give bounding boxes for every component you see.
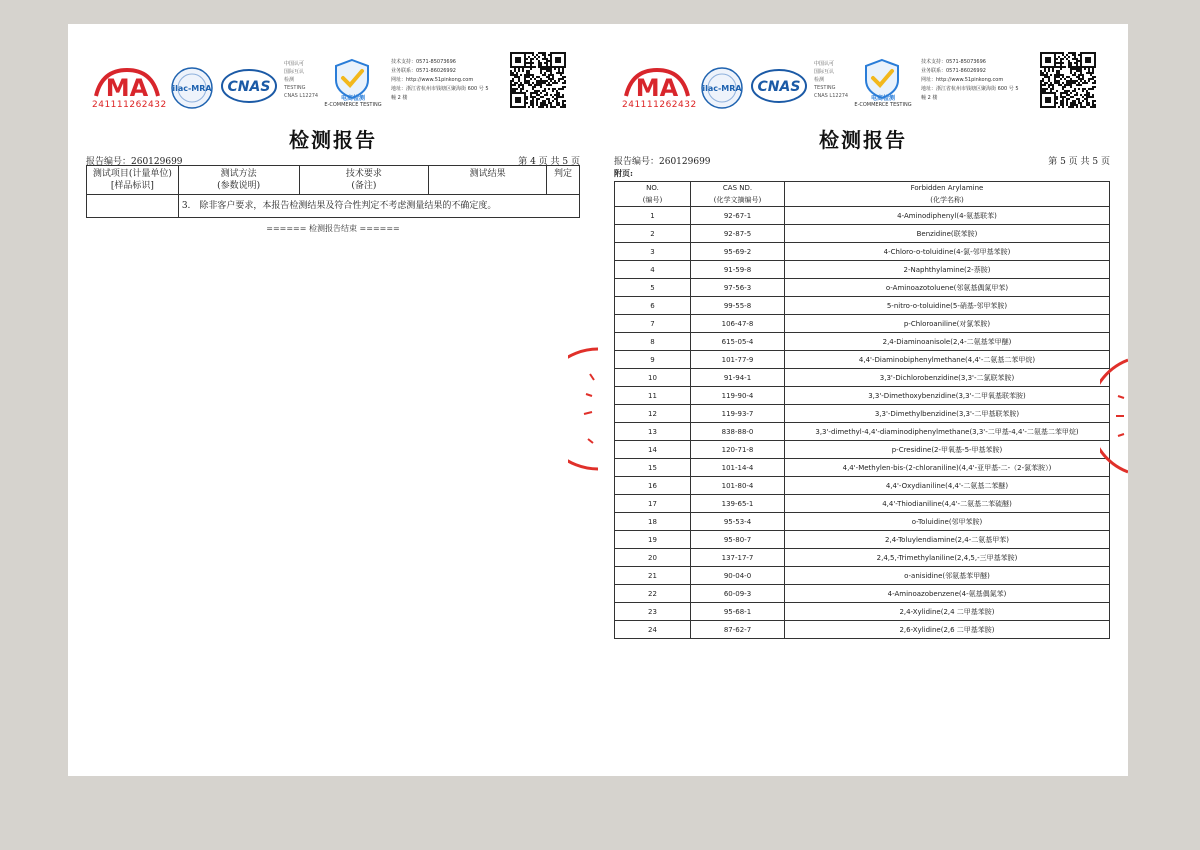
document-sheet (68, 24, 1128, 776)
cnas-line: 检测 (284, 77, 295, 83)
page-number: 第 4 页 共 5 页 (518, 157, 580, 167)
cell-name: 2,4-Toluylendiamine(2,4-二氨基甲苯) (785, 531, 1110, 549)
cell-name: 2,4,5,-Trimethylaniline(2,4,5,-三甲基苯胺) (785, 549, 1110, 567)
ma-code: 241111262432 (622, 100, 697, 110)
cell-no: 19 (615, 531, 691, 549)
cell-name: p-Chloroaniline(对氯苯胺) (785, 315, 1110, 333)
cnas-line: CNAS L12274 (284, 93, 319, 99)
ecommerce-testing-caption (318, 96, 388, 108)
report-page-4 (68, 24, 598, 776)
svg-text:ilac-MRA: ilac-MRA (702, 84, 742, 93)
table-row (615, 405, 1110, 423)
cell-cas: 60-09-3 (691, 585, 785, 603)
contact-line: 技术支持：0571-85073696 (391, 59, 456, 65)
cell-no: 3 (615, 243, 691, 261)
cell-cas: 101-77-9 (691, 351, 785, 369)
cell-no: 7 (615, 315, 691, 333)
cell-name: 3,3'-Dimethoxybenzidine(3,3'-二甲氧基联苯胺) (785, 387, 1110, 405)
appendix-label: 附页: (614, 168, 633, 178)
header-no: NO. (编号) (615, 182, 691, 207)
cell-name: 2,6-Xylidine(2,6 二甲基苯胺) (785, 621, 1110, 639)
cell-name: p-Cresidine(2-甲氧基-5-甲基苯胺) (785, 441, 1110, 459)
cell-name: 4,4'-Methylen-bis-(2-chloraniline)(4,4'-亚甲基-二-（2-氯苯胺）) (785, 459, 1110, 477)
report-page-5 (598, 24, 1128, 776)
table-row (615, 333, 1110, 351)
cell-no: 20 (615, 549, 691, 567)
cell-name: o-Toluidine(邻甲苯胺) (785, 513, 1110, 531)
official-seal-stamp-icon (1100, 356, 1128, 476)
cell-cas: 95-69-2 (691, 243, 785, 261)
cell-cas: 119-90-4 (691, 387, 785, 405)
svg-text:CNAS: CNAS (227, 79, 271, 95)
table-row (615, 387, 1110, 405)
cell-no: 10 (615, 369, 691, 387)
table-row (615, 603, 1110, 621)
cell-no: 9 (615, 351, 691, 369)
table-row (615, 513, 1110, 531)
contact-info (391, 58, 506, 103)
cnas-accreditation-text (814, 60, 866, 100)
cell-no: 12 (615, 405, 691, 423)
cell-name: 3,3'-Dimethylbenzidine(3,3'-二甲基联苯胺) (785, 405, 1110, 423)
cell-cas: 101-14-4 (691, 459, 785, 477)
report-end-marker: ====== 检测报告结束 ====== (266, 224, 400, 233)
table-row (615, 369, 1110, 387)
svg-text:MA: MA (105, 74, 149, 102)
ma-code: 241111262432 (92, 100, 167, 110)
contact-line: 网址：http://www.51pinkong.com (391, 77, 474, 83)
table-row (615, 495, 1110, 513)
cell-no: 23 (615, 603, 691, 621)
cell-name: 2,4-Diaminoanisole(2,4-二氨基苯甲醚) (785, 333, 1110, 351)
cell-cas: 95-68-1 (691, 603, 785, 621)
svg-text:ilac-MRA: ilac-MRA (172, 84, 212, 93)
table-row (615, 549, 1110, 567)
table-row (615, 423, 1110, 441)
svg-text:CNAS: CNAS (757, 79, 801, 95)
table-row (615, 621, 1110, 639)
cell-no: 16 (615, 477, 691, 495)
cnas-line: 国际互认 (814, 69, 835, 75)
table-row (615, 531, 1110, 549)
cnas-accreditation-text (284, 60, 336, 100)
table-header-row (615, 182, 1110, 207)
cell-name: o-Aminoazotoluene(邻氨基偶氮甲苯) (785, 279, 1110, 297)
test-results-table (86, 165, 580, 218)
table-header-row (87, 166, 580, 195)
cell-cas: 99-55-8 (691, 297, 785, 315)
cell-cas: 120-71-8 (691, 441, 785, 459)
ecommerce-testing-caption (848, 96, 918, 108)
cell-cas: 90-04-0 (691, 567, 785, 585)
official-seal-stamp-icon (568, 344, 598, 474)
shield-caption-cn: 电商检测 (870, 95, 895, 102)
report-number: 报告编号：260129699 (86, 157, 183, 167)
empty-cell (87, 195, 179, 218)
cell-cas: 87-62-7 (691, 621, 785, 639)
header-requirement: 技术要求 (备注) (299, 166, 429, 195)
table-row (615, 297, 1110, 315)
table-row (615, 477, 1110, 495)
contact-line: 幢 2 楼 (391, 95, 408, 101)
cnas-logo-icon (220, 68, 278, 104)
cnas-line: CNAS L12274 (814, 93, 849, 99)
table-row (615, 243, 1110, 261)
cell-name: 4,4'-Oxydianiline(4,4'-二氨基二苯醚) (785, 477, 1110, 495)
header-judgement: 判定 (547, 166, 580, 195)
cell-no: 4 (615, 261, 691, 279)
ilac-mra-logo-icon (170, 66, 214, 110)
cell-cas: 119-93-7 (691, 405, 785, 423)
cell-no: 15 (615, 459, 691, 477)
cell-no: 21 (615, 567, 691, 585)
contact-line: 网址：http://www.51pinkong.com (921, 77, 1004, 83)
cell-cas: 106-47-8 (691, 315, 785, 333)
uncertainty-note: 3. 除非客户要求，本报告检测结果及符合性判定不考虑测量结果的不确定度。 (178, 195, 579, 218)
cell-name: 4-Chloro-o-toluidine(4-氯-邻甲基苯胺) (785, 243, 1110, 261)
cell-name: 4,4'-Diaminobiphenylmethane(4,4'-二氨基二苯甲烷) (785, 351, 1110, 369)
cell-name: Benzidine(联苯胺) (785, 225, 1110, 243)
cnas-line: 中国认可 (814, 61, 835, 67)
table-row (615, 567, 1110, 585)
cell-name: 2,4-Xylidine(2,4 二甲基苯胺) (785, 603, 1110, 621)
table-row (615, 351, 1110, 369)
cell-name: 4-Aminoazobenzene(4-氨基偶氮苯) (785, 585, 1110, 603)
cell-cas: 137-17-7 (691, 549, 785, 567)
cell-no: 6 (615, 297, 691, 315)
cell-cas: 91-59-8 (691, 261, 785, 279)
contact-info (921, 58, 1036, 103)
contact-line: 业务联系：0571-86026992 (391, 68, 456, 74)
cell-cas: 97-56-3 (691, 279, 785, 297)
cell-name: 4-Aminodiphenyl(4-氨基联苯) (785, 207, 1110, 225)
cnas-logo-icon (750, 68, 808, 104)
contact-line: 地址：浙江省杭州市钱塘区聚海街 600 号 5 (921, 86, 1019, 92)
cell-no: 24 (615, 621, 691, 639)
table-row (615, 315, 1110, 333)
qr-code-icon (510, 52, 566, 108)
cell-cas: 92-67-1 (691, 207, 785, 225)
cell-cas: 95-53-4 (691, 513, 785, 531)
cell-name: 5-nitro-o-toluidine(5-硝基-邻甲苯胺) (785, 297, 1110, 315)
header-result: 测试结果 (429, 166, 547, 195)
contact-line: 幢 2 楼 (921, 95, 938, 101)
cell-no: 13 (615, 423, 691, 441)
header-test-method: 测试方法 (参数说明) (178, 166, 299, 195)
cell-name: 3,3'-dimethyl-4,4'-diaminodiphenylmethane(3,3'-二甲基-4,4'-二氨基二苯甲烷) (785, 423, 1110, 441)
qr-code-icon (1040, 52, 1096, 108)
cell-name: o-anisidine(邻氨基苯甲醚) (785, 567, 1110, 585)
shield-caption-en: E-COMMERCE TESTING (854, 102, 912, 108)
shield-caption-en: E-COMMERCE TESTING (324, 102, 382, 108)
cnas-line: TESTING (814, 85, 836, 91)
ilac-mra-logo-icon (700, 66, 744, 110)
shield-caption-cn: 电商检测 (340, 95, 365, 102)
cell-cas: 91-94-1 (691, 369, 785, 387)
cell-cas: 139-65-1 (691, 495, 785, 513)
cell-cas: 95-80-7 (691, 531, 785, 549)
cnas-line: TESTING (284, 85, 306, 91)
cell-cas: 101-80-4 (691, 477, 785, 495)
report-number: 报告编号：260129699 (614, 157, 711, 167)
cell-no: 17 (615, 495, 691, 513)
forbidden-arylamine-table (614, 181, 1110, 639)
contact-line: 技术支持：0571-85073696 (921, 59, 986, 65)
cnas-line: 检测 (814, 77, 825, 83)
cell-cas: 838-88-0 (691, 423, 785, 441)
header-test-item: 测试项目(计量单位) [样品标识] (87, 166, 179, 195)
cell-cas: 92-87-5 (691, 225, 785, 243)
report-meta (614, 154, 1110, 166)
table-row (87, 195, 580, 218)
svg-text:MA: MA (635, 74, 679, 102)
cnas-line: 国际互认 (284, 69, 305, 75)
cell-no: 18 (615, 513, 691, 531)
cell-no: 14 (615, 441, 691, 459)
contact-line: 地址：浙江省杭州市钱塘区聚海街 600 号 5 (391, 86, 489, 92)
table-row (615, 207, 1110, 225)
cell-name: 4,4'-Thiodianiline(4,4'-二氨基二苯硫醚) (785, 495, 1110, 513)
table-row (615, 261, 1110, 279)
cell-no: 1 (615, 207, 691, 225)
cnas-line: 中国认可 (284, 61, 305, 67)
contact-line: 业务联系：0571-86026992 (921, 68, 986, 74)
cell-name: 2-Naphthylamine(2-萘胺) (785, 261, 1110, 279)
cell-no: 5 (615, 279, 691, 297)
cell-cas: 615-05-4 (691, 333, 785, 351)
table-row (615, 441, 1110, 459)
table-row (615, 459, 1110, 477)
table-row (615, 585, 1110, 603)
cell-no: 2 (615, 225, 691, 243)
cell-no: 11 (615, 387, 691, 405)
cell-no: 8 (615, 333, 691, 351)
cell-no: 22 (615, 585, 691, 603)
report-title: 检测报告 (289, 128, 377, 152)
report-title: 检测报告 (819, 128, 907, 152)
header-chemical-name: Forbidden Arylamine (化学名称) (785, 182, 1110, 207)
table-row (615, 225, 1110, 243)
table-row (615, 279, 1110, 297)
page-number: 第 5 页 共 5 页 (1048, 157, 1110, 167)
header-cas: CAS ND. (化学文摘编号) (691, 182, 785, 207)
cell-name: 3,3'-Dichlorobenzidine(3,3'-二氯联苯胺) (785, 369, 1110, 387)
